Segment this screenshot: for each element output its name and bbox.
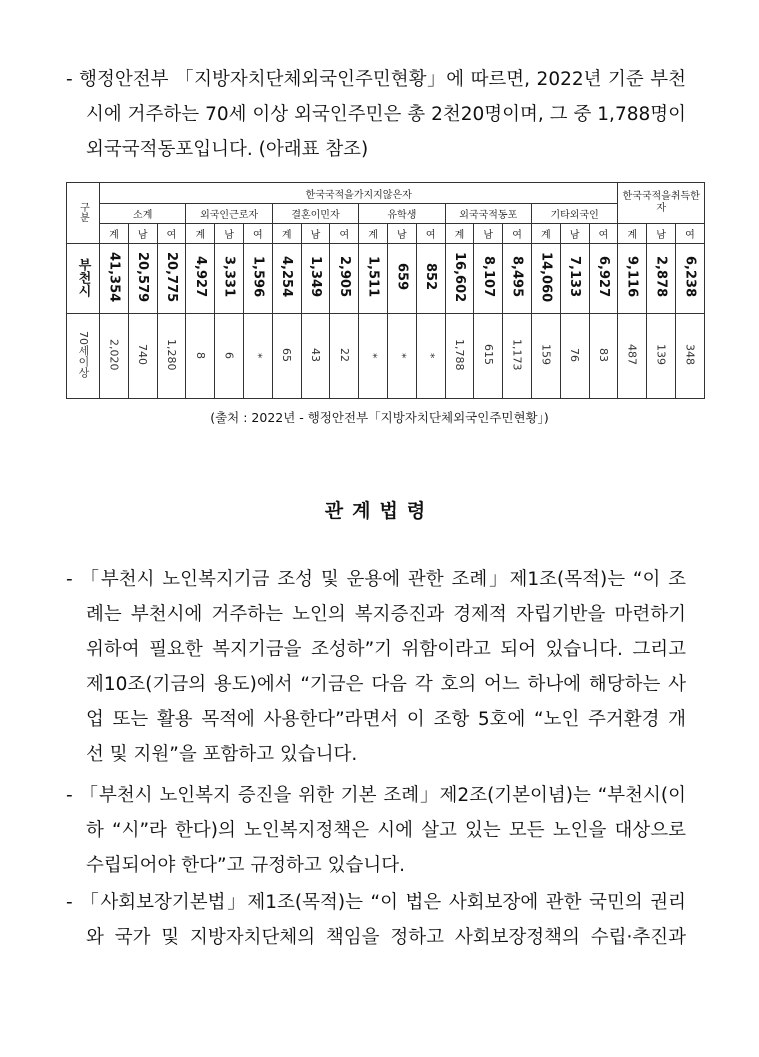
- table-cell: 83: [589, 314, 618, 399]
- subgroup-header-row: [67, 204, 705, 224]
- law2-line-2: 하 “시”라 한다)의 노인복지정책은 시에 살고 있는 모든 노인을 대상으로: [86, 820, 686, 841]
- table-cell: 8,495: [503, 244, 532, 314]
- table-cell: 22: [330, 314, 359, 399]
- foreign-residents-table: [66, 182, 705, 399]
- group-header-non-citizen: 한국국적을가지지않은자: [100, 183, 618, 204]
- table-source-caption: (출처 : 2022년 - 행정안전부「지방자치단체외국인주민현황」): [210, 410, 549, 425]
- column-header: 계: [445, 224, 474, 244]
- subgroup-header: 외국국적동포: [445, 204, 531, 224]
- table-cell: 487: [618, 314, 647, 399]
- column-header: 계: [618, 224, 647, 244]
- column-header: 계: [272, 224, 301, 244]
- table-cell: 159: [531, 314, 560, 399]
- law-paragraph-2: [66, 778, 686, 883]
- table-cell: 76: [560, 314, 589, 399]
- table-cell: 2,878: [647, 244, 676, 314]
- table-cell: *: [387, 314, 416, 399]
- table-cell: 348: [675, 314, 704, 399]
- law1-line-2: 례는 부천시에 거주하는 노인의 복지증진과 경제적 자립기반을 마련하기: [86, 604, 686, 625]
- table-cell: 139: [647, 314, 676, 399]
- law1-line-3: 위하여 필요한 복지기금을 조성하”기 위함이라고 되어 있습니다. 그리고: [86, 639, 686, 660]
- table-cell: 740: [128, 314, 157, 399]
- intro-line-1: - 행정안전부 「지방자치단체외국인주민현황」에 따르면, 2022년 기준 부천: [66, 69, 686, 90]
- table-cell: 3,331: [215, 244, 244, 314]
- law3-line-1: - 「사회보장기본법」제1조(목적)는 “이 법은 사회보장에 관한 국민의 권리: [66, 892, 686, 913]
- table-cell: *: [416, 314, 445, 399]
- column-header: 여: [330, 224, 359, 244]
- table-row: [67, 314, 705, 399]
- table-cell: 7,133: [560, 244, 589, 314]
- law1-line-4: 제10조(기금의 용도)에서 “기금은 다음 각 호의 어느 하나에 해당하는 사: [86, 674, 686, 695]
- table-cell: 2,020: [100, 314, 129, 399]
- column-header: 계: [186, 224, 215, 244]
- column-header: 남: [647, 224, 676, 244]
- column-header: 여: [503, 224, 532, 244]
- column-header: 남: [560, 224, 589, 244]
- table-cell: 65: [272, 314, 301, 399]
- corner-cell: 구분: [67, 183, 100, 244]
- column-header: 여: [243, 224, 272, 244]
- column-header: 여: [589, 224, 618, 244]
- table-cell: 20,579: [128, 244, 157, 314]
- table-cell: 6: [215, 314, 244, 399]
- law1-line-6: 선 및 지원”을 포함하고 있습니다.: [86, 744, 358, 765]
- table-cell: 6,927: [589, 244, 618, 314]
- group-header-naturalized: 한국국적을취득한자: [618, 183, 705, 224]
- law1-line-5: 업 또는 활용 목적에 사용한다”라면서 이 조항 5호에 “노인 주거환경 개: [86, 709, 686, 730]
- table-cell: 1,280: [157, 314, 186, 399]
- table-cell: 14,060: [531, 244, 560, 314]
- column-header: 계: [531, 224, 560, 244]
- table-row: [67, 244, 705, 314]
- table-cell: 43: [301, 314, 330, 399]
- column-header: 계: [100, 224, 129, 244]
- column-header-row: [67, 224, 705, 244]
- table-cell: 1,596: [243, 244, 272, 314]
- row-label: 부천시: [67, 244, 100, 314]
- law-paragraph-3: [66, 885, 686, 955]
- law2-line-3: 수립되어야 한다”고 규정하고 있습니다.: [86, 855, 406, 876]
- table-cell: 615: [474, 314, 503, 399]
- law3-line-2: 와 국가 및 지방자치단체의 책임을 정하고 사회보장정책의 수립·추진과: [86, 927, 686, 948]
- law1-line-1: - 「부천시 노인복지기금 조성 및 운용에 관한 조례」제1조(목적)는 “이 조: [66, 569, 686, 590]
- table-cell: 1,173: [503, 314, 532, 399]
- table-cell: 1,511: [359, 244, 388, 314]
- subgroup-header: 결혼이민자: [272, 204, 358, 224]
- column-header: 여: [416, 224, 445, 244]
- law-paragraph-1: [66, 562, 686, 772]
- section-title: 관계법령: [324, 500, 435, 522]
- table-cell: *: [359, 314, 388, 399]
- column-header: 계: [359, 224, 388, 244]
- row-label: 70세이상: [67, 314, 100, 399]
- column-header: 여: [675, 224, 704, 244]
- table-cell: 9,116: [618, 244, 647, 314]
- table-cell: *: [243, 314, 272, 399]
- table-cell: 1,788: [445, 314, 474, 399]
- intro-paragraph: [66, 62, 686, 167]
- table-cell: 8,107: [474, 244, 503, 314]
- column-header: 남: [128, 224, 157, 244]
- table-cell: 16,602: [445, 244, 474, 314]
- table-cell: 4,254: [272, 244, 301, 314]
- table-cell: 8: [186, 314, 215, 399]
- table-cell: 4,927: [186, 244, 215, 314]
- subgroup-header: 유학생: [359, 204, 445, 224]
- subgroup-header: 소계: [100, 204, 186, 224]
- table-cell: 659: [387, 244, 416, 314]
- table-cell: 6,238: [675, 244, 704, 314]
- column-header: 남: [301, 224, 330, 244]
- column-header: 남: [474, 224, 503, 244]
- column-header: 남: [215, 224, 244, 244]
- table-cell: 20,775: [157, 244, 186, 314]
- column-header: 남: [387, 224, 416, 244]
- table-cell: 41,354: [100, 244, 129, 314]
- table-cell: 852: [416, 244, 445, 314]
- intro-line-2: 시에 거주하는 70세 이상 외국인주민은 총 2천20명이며, 그 중 1,788명이: [86, 104, 686, 125]
- law2-line-1: - 「부천시 노인복지 증진을 위한 기본 조례」제2조(기본이념)는 “부천시(이: [66, 785, 686, 806]
- subgroup-header: 외국인근로자: [186, 204, 272, 224]
- table-cell: 2,905: [330, 244, 359, 314]
- column-header: 여: [157, 224, 186, 244]
- table-cell: 1,349: [301, 244, 330, 314]
- intro-line-3: 외국국적동포입니다. (아래표 참조): [86, 139, 369, 160]
- subgroup-header: 기타외국인: [531, 204, 617, 224]
